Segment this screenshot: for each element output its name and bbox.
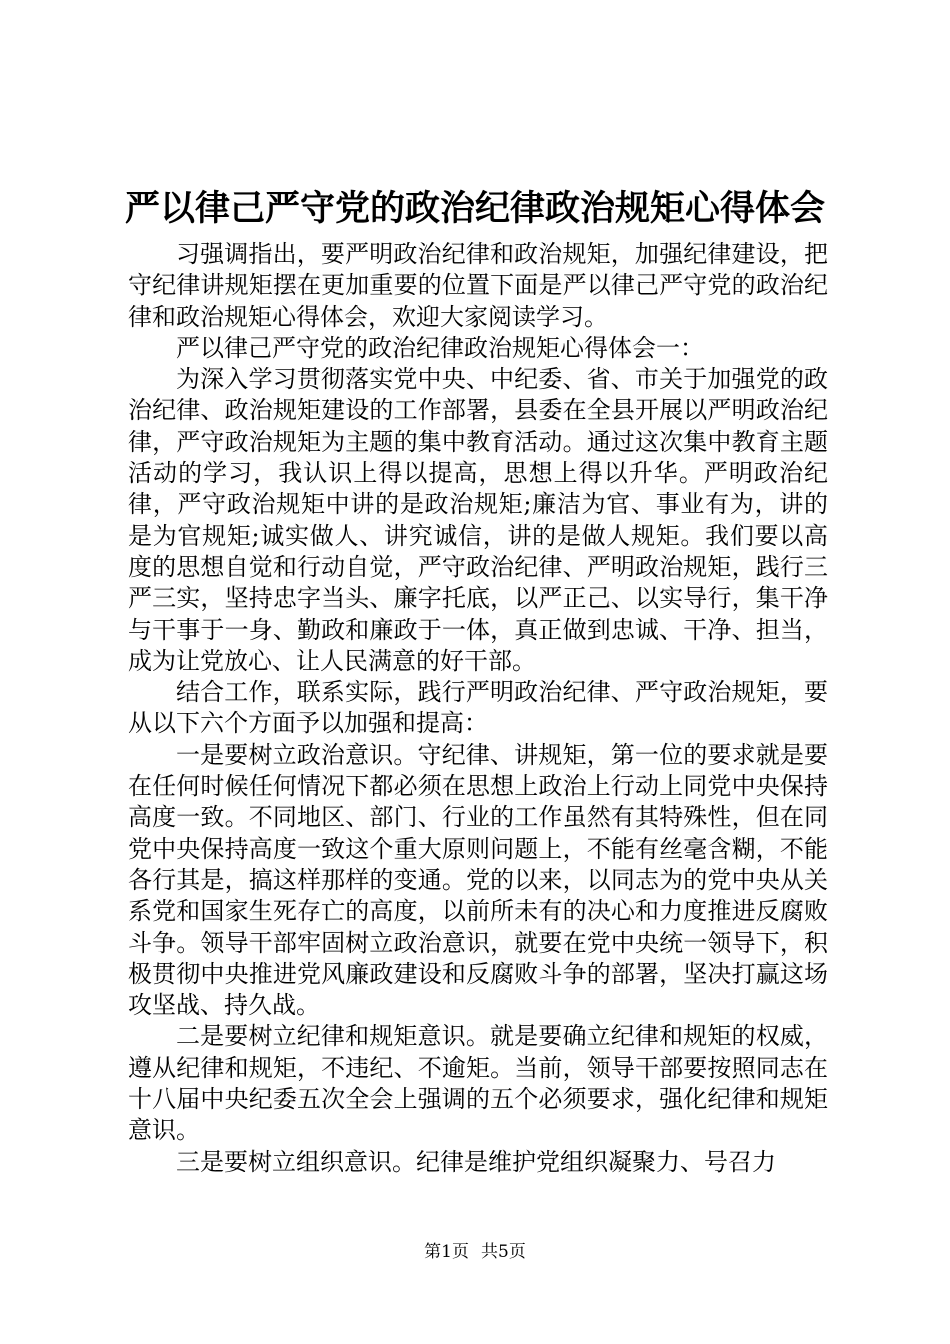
paragraph: 三是要树立组织意识。纪律是维护党组织凝聚力、号召力 (176, 1147, 776, 1176)
paragraph-intro: 习强调指出，要严明政治纪律和政治规矩，加强纪律建设，把守纪律讲规矩摆在更加重要的位置下面是严以律己严守党的政治纪律和政治规矩心得体会，欢迎大家阅读学习。 (128, 240, 828, 331)
page-total: 共5页 (481, 1242, 526, 1262)
page-number: 第1页 (424, 1242, 469, 1262)
document-title: 严以律己严守党的政治纪律政治规矩心得体会 (124, 188, 825, 229)
paragraph: 二是要树立纪律和规矩意识。就是要确立纪律和规矩的权威，遵从纪律和规矩，不违纪、不逾矩。当前，领导干部要按照同志在十八届中央纪委五次全会上强调的五个必须要求，强化纪律和规矩意识。 (128, 1022, 828, 1145)
page-footer (0, 1240, 950, 1264)
paragraph: 为深入学习贯彻落实党中央、中纪委、省、市关于加强党的政治纪律、政治规矩建设的工作部署，县委在全县开展以严明政治纪律，严守政治规矩为主题的集中教育活动。通过这次集中教育主题活动的学习，我认识上得以提高，思想上得以升华。严明政治纪律，严守政治规矩中讲的是政治规矩;廉洁为官、事业有为，讲的是为官规矩;诚实做人、讲究诚信，讲的是做人规矩。我们要以高度的思想自觉和行动自觉，严守政治纪律、严明政治规矩，践行三严三实，坚持忠字当头、廉字托底，以严正己、以实导行，集干净与干事于一身、勤政和廉政于一体，真正做到忠诚、干净、担当，成为让党放心、让人民满意的好干部。 (128, 365, 828, 675)
document-body (128, 239, 828, 1178)
paragraph: 一是要树立政治意识。守纪律、讲规矩，第一位的要求就是要在任何时候任何情况下都必须在思想上政治上行动上同党中央保持高度一致。不同地区、部门、行业的工作虽然有其特殊性，但在同党中央保持高度一致这个重大原则问题上，不能有丝毫含糊，不能各行其是，搞这样那样的变通。党的以来，以同志为的党中央从关系党和国家生死存亡的高度，以前所未有的决心和力度推进反腐败斗争。领导干部牢固树立政治意识，就要在党中央统一领导下，积极贯彻中央推进党风廉政建设和反腐败斗争的部署，坚决打赢这场攻坚战、持久战。 (128, 740, 828, 1020)
paragraph-heading-one: 严以律己严守党的政治纪律政治规矩心得体会一： (176, 333, 704, 362)
paragraph: 结合工作，联系实际，践行严明政治纪律、严守政治规矩，要从以下六个方面予以加强和提高： (128, 678, 828, 738)
